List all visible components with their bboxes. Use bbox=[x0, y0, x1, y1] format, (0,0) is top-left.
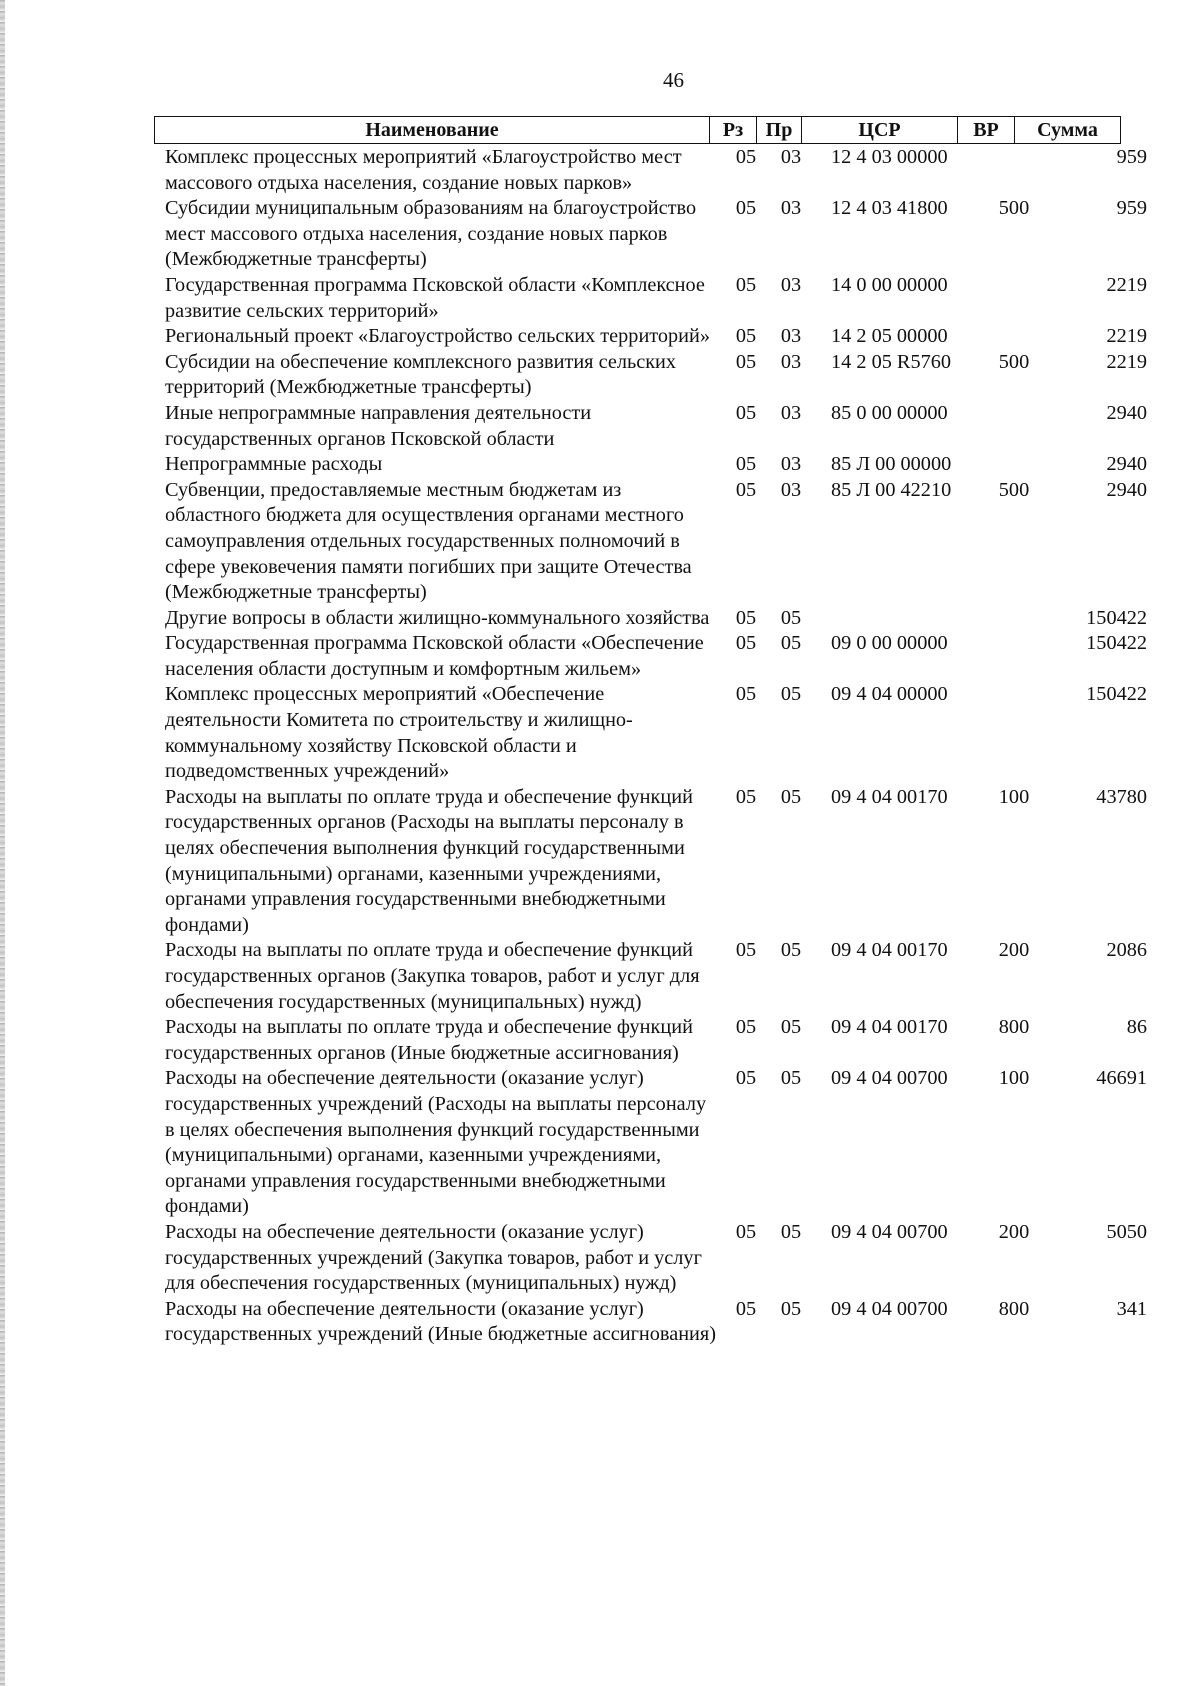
row-name: Расходы на выплаты по оплате труда и обеспечение функций государственных органов (Расходы на выплаты персоналу в целях обеспечения выполнения функций государственными (муниципальными) органами, казенными учреждениями, органами управления государственными внебюджетными фондами) bbox=[165, 785, 693, 936]
row-rz: 05 bbox=[735, 401, 757, 424]
table-row bbox=[154, 1220, 1161, 1297]
row-pr: 05 bbox=[780, 1297, 802, 1320]
row-pr: 03 bbox=[780, 401, 802, 424]
row-csr: 09 4 04 00700 bbox=[831, 1067, 948, 1090]
row-pr: 05 bbox=[780, 632, 802, 655]
row-sum: 5050 bbox=[1106, 1220, 1147, 1243]
row-rz: 05 bbox=[735, 350, 757, 373]
header-csr: ЦСР bbox=[802, 117, 958, 144]
row-name: Региональный проект «Благоустройство сельских территорий» bbox=[165, 325, 711, 348]
table-row bbox=[154, 478, 1161, 606]
row-vr: 500 bbox=[998, 350, 1030, 373]
row-name: Субсидии муниципальным образованиям на благоустройство мест массового отдыха населения, создание новых парков (Межбюджетные трансферты) bbox=[165, 197, 697, 271]
row-csr: 14 0 00 00000 bbox=[831, 273, 948, 296]
row-sum: 341 bbox=[1116, 1297, 1147, 1320]
row-name: Непрограммные расходы bbox=[165, 453, 383, 476]
row-csr: 85 Л 00 42210 bbox=[831, 478, 952, 501]
row-pr: 03 bbox=[780, 350, 802, 373]
row-pr: 05 bbox=[780, 606, 802, 629]
header-vr: ВР bbox=[958, 117, 1015, 144]
row-rz: 05 bbox=[735, 478, 757, 501]
row-sum: 2219 bbox=[1106, 325, 1147, 348]
row-vr: 800 bbox=[998, 1297, 1030, 1320]
row-pr: 05 bbox=[780, 1067, 802, 1090]
row-sum: 150422 bbox=[1086, 606, 1147, 629]
row-name: Комплекс процессных мероприятий «Благоустройство мест массового отдыха населения, создание новых парков» bbox=[165, 146, 682, 194]
row-pr: 05 bbox=[780, 683, 802, 706]
row-csr bbox=[813, 606, 986, 632]
row-name: Государственная программа Псковской области «Обеспечение населения области доступным и комфортным жильем» bbox=[165, 632, 704, 680]
row-sum: 2940 bbox=[1106, 478, 1147, 501]
row-sum: 150422 bbox=[1086, 683, 1147, 706]
table-row bbox=[154, 401, 1161, 452]
row-sum: 46691 bbox=[1096, 1067, 1147, 1090]
row-rz: 05 bbox=[735, 1220, 757, 1243]
table-row bbox=[154, 1015, 1161, 1066]
row-name: Другие вопросы в области жилищно-коммунального хозяйства bbox=[165, 606, 710, 629]
row-pr: 05 bbox=[780, 785, 802, 808]
table-row bbox=[154, 196, 1161, 273]
table-row bbox=[154, 606, 1161, 632]
row-name: Расходы на обеспечение деятельности (оказание услуг) государственных учреждений (Закупка товаров, работ и услуг для обеспечения государственных (муниципальных) нужд) bbox=[165, 1220, 702, 1295]
row-vr bbox=[986, 145, 1042, 196]
row-vr: 200 bbox=[998, 939, 1030, 962]
row-sum: 959 bbox=[1116, 197, 1147, 220]
row-rz: 05 bbox=[735, 453, 757, 476]
header-name: Наименование bbox=[155, 117, 710, 144]
row-vr bbox=[986, 452, 1042, 478]
row-csr: 12 4 03 41800 bbox=[831, 197, 948, 220]
row-rz: 05 bbox=[735, 939, 757, 962]
table-row bbox=[154, 145, 1161, 196]
row-csr: 09 4 04 00170 bbox=[831, 785, 948, 808]
row-sum: 2940 bbox=[1106, 453, 1147, 476]
row-vr bbox=[986, 273, 1042, 324]
row-pr: 03 bbox=[780, 273, 802, 296]
table-header bbox=[154, 116, 1121, 144]
row-name: Расходы на обеспечение деятельности (оказание услуг) государственных учреждений (Иные бюджетные ассигнования) bbox=[165, 1297, 716, 1346]
row-vr bbox=[986, 401, 1042, 452]
row-vr bbox=[986, 682, 1042, 784]
row-vr: 500 bbox=[998, 478, 1030, 501]
row-sum: 2086 bbox=[1106, 939, 1147, 962]
row-sum: 86 bbox=[1126, 1016, 1147, 1039]
header-sum: Сумма bbox=[1015, 117, 1121, 144]
row-vr bbox=[986, 606, 1042, 632]
table-row bbox=[154, 452, 1161, 478]
row-pr: 03 bbox=[780, 453, 802, 476]
row-rz: 05 bbox=[735, 606, 757, 629]
row-csr: 14 2 05 00000 bbox=[831, 325, 948, 348]
row-vr: 200 bbox=[998, 1220, 1030, 1243]
row-csr: 09 4 04 00700 bbox=[831, 1220, 948, 1243]
row-rz: 05 bbox=[735, 325, 757, 348]
row-vr bbox=[986, 324, 1042, 350]
row-sum: 43780 bbox=[1096, 785, 1147, 808]
row-sum: 959 bbox=[1116, 146, 1147, 168]
row-name: Субсидии на обеспечение комплексного развития сельских территорий (Межбюджетные трансферты) bbox=[165, 350, 677, 399]
row-csr: 09 4 04 00170 bbox=[831, 939, 948, 962]
page-number: 46 bbox=[663, 68, 684, 92]
table-row bbox=[154, 631, 1161, 682]
row-pr: 03 bbox=[780, 197, 802, 220]
row-name: Субвенции, предоставляемые местным бюджетам из областного бюджета для осуществления органами местного самоуправления отдельных государственных полномочий в сфере увековечения памяти погибших при защите Отечества (Межбюджетные трансферты) bbox=[165, 478, 692, 604]
row-vr bbox=[986, 631, 1042, 682]
row-name: Расходы на выплаты по оплате труда и обеспечение функций государственных органов (Закупка товаров, работ и услуг для обеспечения государственных (муниципальных) нужд) bbox=[165, 939, 700, 1013]
table-row bbox=[154, 1066, 1161, 1220]
header-row bbox=[155, 117, 1121, 144]
row-csr: 09 4 04 00000 bbox=[831, 683, 948, 706]
row-sum: 2940 bbox=[1106, 401, 1147, 424]
row-name: Расходы на выплаты по оплате труда и обеспечение функций государственных органов (Иные бюджетные ассигнования) bbox=[165, 1016, 693, 1064]
row-rz: 05 bbox=[735, 632, 757, 655]
scan-edge bbox=[0, 0, 5, 1686]
row-pr: 03 bbox=[780, 325, 802, 348]
row-vr: 500 bbox=[998, 197, 1030, 220]
header-pr: Пр bbox=[757, 117, 802, 144]
row-csr: 85 0 00 00000 bbox=[831, 401, 948, 424]
row-pr: 05 bbox=[780, 1016, 802, 1039]
row-vr: 100 bbox=[998, 1067, 1030, 1090]
row-csr: 12 4 03 00000 bbox=[831, 146, 948, 168]
table-row bbox=[154, 938, 1161, 1015]
table-row bbox=[154, 273, 1161, 324]
row-pr: 05 bbox=[780, 1220, 802, 1243]
table-body bbox=[154, 145, 1161, 1348]
row-rz: 05 bbox=[735, 785, 757, 808]
row-csr: 09 0 00 00000 bbox=[831, 632, 948, 655]
row-rz: 05 bbox=[735, 197, 757, 220]
header-rz: Рз bbox=[710, 117, 757, 144]
row-rz: 05 bbox=[735, 273, 757, 296]
table-row bbox=[154, 785, 1161, 939]
row-csr: 14 2 05 R5760 bbox=[831, 350, 952, 373]
table-row bbox=[154, 324, 1161, 350]
budget-table bbox=[154, 145, 1161, 1348]
row-pr: 05 bbox=[780, 939, 802, 962]
row-rz: 05 bbox=[735, 1297, 757, 1320]
table-row bbox=[154, 1297, 1161, 1348]
row-pr: 03 bbox=[780, 478, 802, 501]
table-row bbox=[154, 682, 1161, 784]
row-vr: 800 bbox=[998, 1016, 1030, 1039]
row-csr: 85 Л 00 00000 bbox=[831, 453, 952, 476]
row-name: Расходы на обеспечение деятельности (оказание услуг) государственных учреждений (Расходы на выплаты персоналу в целях обеспечения выполнения функций государственными (муниципальными) органами, казенными учреждениями, органами управления государственными внебюджетными фондами) bbox=[165, 1067, 707, 1218]
row-rz: 05 bbox=[735, 683, 757, 706]
table-row bbox=[154, 350, 1161, 401]
row-rz: 05 bbox=[735, 1016, 757, 1039]
row-pr: 03 bbox=[780, 146, 802, 168]
row-vr: 100 bbox=[998, 785, 1030, 808]
row-sum: 150422 bbox=[1086, 632, 1147, 655]
row-sum: 2219 bbox=[1106, 273, 1147, 296]
row-rz: 05 bbox=[735, 1067, 757, 1090]
row-sum: 2219 bbox=[1106, 350, 1147, 373]
row-name: Иные непрограммные направления деятельности государственных органов Псковской области bbox=[165, 401, 592, 450]
row-name: Государственная программа Псковской области «Комплексное развитие сельских территорий» bbox=[165, 273, 705, 322]
row-name: Комплекс процессных мероприятий «Обеспечение деятельности Комитета по строительству и жилищно-коммунальному хозяйству Псковской области и подведомственных учреждений» bbox=[165, 683, 633, 783]
row-csr: 09 4 04 00170 bbox=[831, 1016, 948, 1039]
row-rz: 05 bbox=[735, 146, 757, 168]
row-csr: 09 4 04 00700 bbox=[831, 1297, 948, 1320]
